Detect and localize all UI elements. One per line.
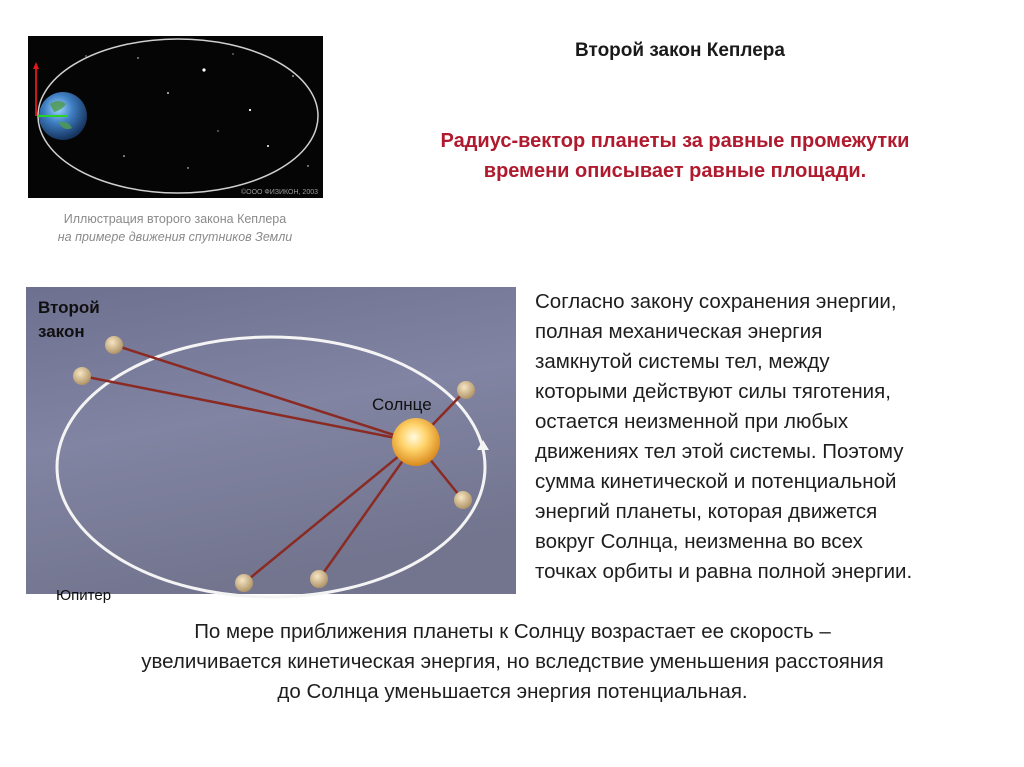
- sun-icon: [392, 418, 440, 466]
- energy-line-8: энергий планеты, которая движется: [535, 500, 878, 523]
- energy-line-1: Согласно закону сохранения энергии,: [535, 290, 897, 313]
- subtitle-line-1: Радиус-вектор планеты за равные промежутки: [440, 130, 910, 152]
- copyright-text: ©ООО ФИЗИКОН, 2003: [240, 189, 318, 196]
- caption-line-2: на примере движения спутников Земли: [57, 230, 293, 244]
- energy-line-3: замкнутой системы тел, между: [535, 350, 830, 373]
- energy-line-9: вокруг Солнца, неизменна во всех: [535, 530, 863, 553]
- energy-line-4: которыми действуют силы тяготения,: [535, 380, 891, 403]
- caption-line-1: Иллюстрация второго закона Кеплера: [63, 212, 287, 226]
- energy-line-6: движениях тел этой системы. Поэтому: [535, 440, 904, 463]
- sun-label: Солнце: [372, 395, 432, 414]
- slide-subtitle: [355, 126, 995, 186]
- bottom-line-2: увеличивается кинетическая энергия, но вследствие уменьшения расстояния: [141, 650, 884, 673]
- slide-title: Второй закон Кеплера: [575, 40, 785, 61]
- diagram-label-line-1: Второй: [38, 298, 100, 317]
- earth-orbit-illustration: [28, 36, 323, 198]
- energy-line-2: полная механическая энергия: [535, 320, 823, 343]
- energy-conservation-paragraph: [535, 287, 1015, 587]
- orbit-diagram-scene: [26, 287, 516, 604]
- bottom-line-1: По мере приближения планеты к Солнцу возрастает ее скорость –: [194, 620, 831, 643]
- partial-planet-label: Юпитер: [56, 587, 112, 604]
- bottom-line-3: до Солнца уменьшается энергия потенциальная.: [277, 680, 748, 703]
- earth-orbit-scene: [28, 36, 323, 198]
- kepler-second-law-diagram: [26, 287, 516, 604]
- energy-line-7: сумма кинетической и потенциальной: [535, 470, 897, 493]
- speed-energy-paragraph: [20, 617, 1005, 707]
- diagram-label-line-2: закон: [38, 322, 85, 341]
- energy-line-10: точках орбиты и равна полной энергии.: [535, 560, 913, 583]
- illustration-caption: [20, 210, 330, 246]
- energy-line-5: остается неизменной при любых: [535, 410, 849, 433]
- subtitle-line-2: времени описывает равные площади.: [483, 160, 867, 182]
